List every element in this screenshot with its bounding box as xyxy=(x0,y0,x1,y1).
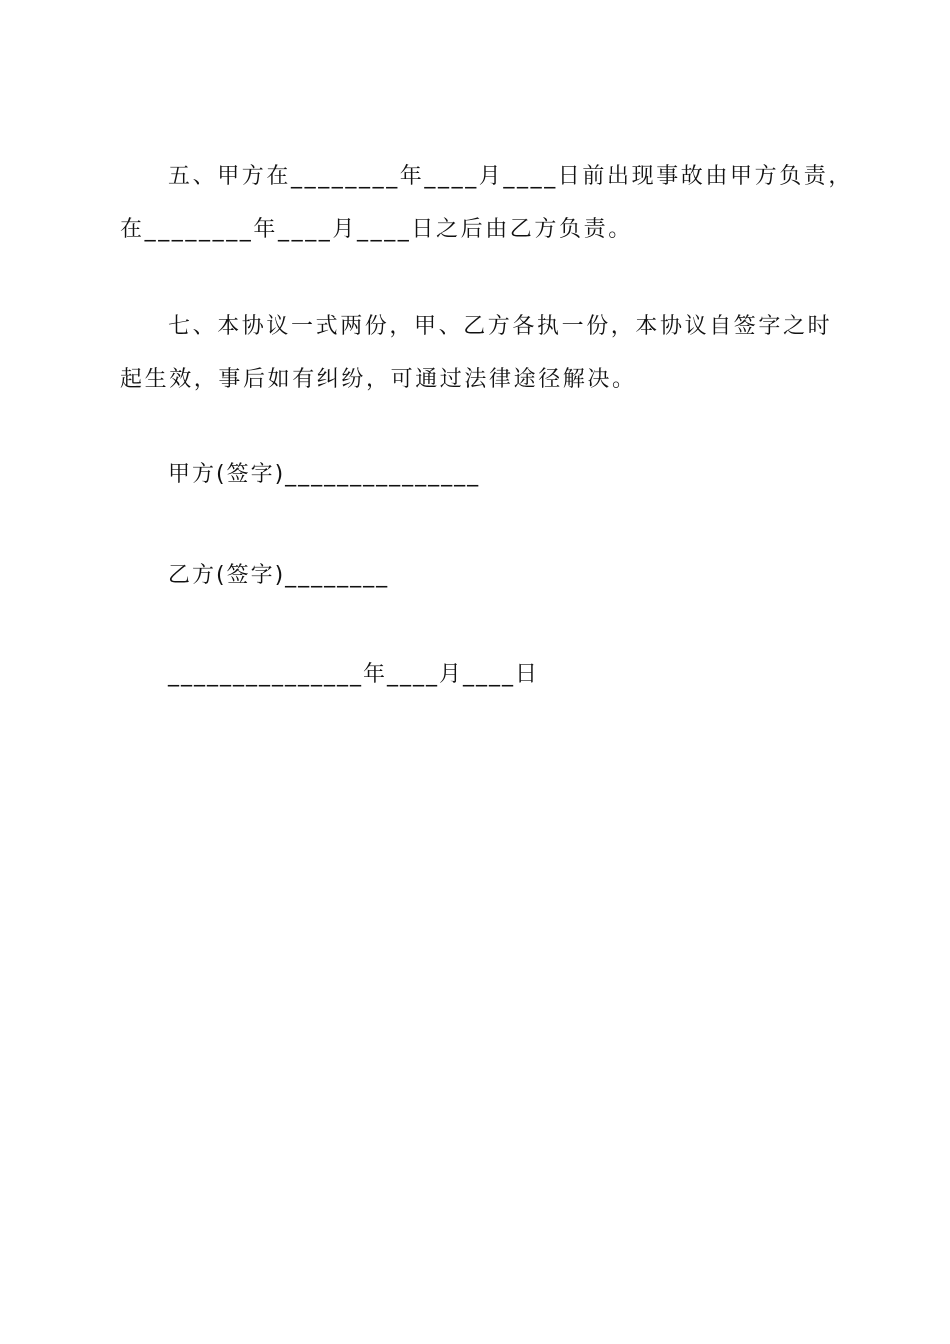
clause-7-line-1: 七、本协议一式两份，甲、乙方各执一份，本协议自签字之时 xyxy=(168,314,833,339)
party-a-signature-line: 甲方(签字)_______________ xyxy=(168,462,481,487)
clause-5-line-2: 在________年____月____日之后由乙方负责。 xyxy=(120,217,633,242)
clause-7 xyxy=(120,300,840,406)
party-b-signature-line: 乙方(签字)________ xyxy=(168,563,390,588)
clause-5-line-1: 五、甲方在________年____月____日前出现事故由甲方负责， xyxy=(168,164,854,189)
signature-date-line: _______________年____月____日 xyxy=(168,662,540,687)
clause-5 xyxy=(120,150,854,256)
clause-7-line-2: 起生效，事后如有纠纷，可通过法律途径解决。 xyxy=(120,367,637,392)
